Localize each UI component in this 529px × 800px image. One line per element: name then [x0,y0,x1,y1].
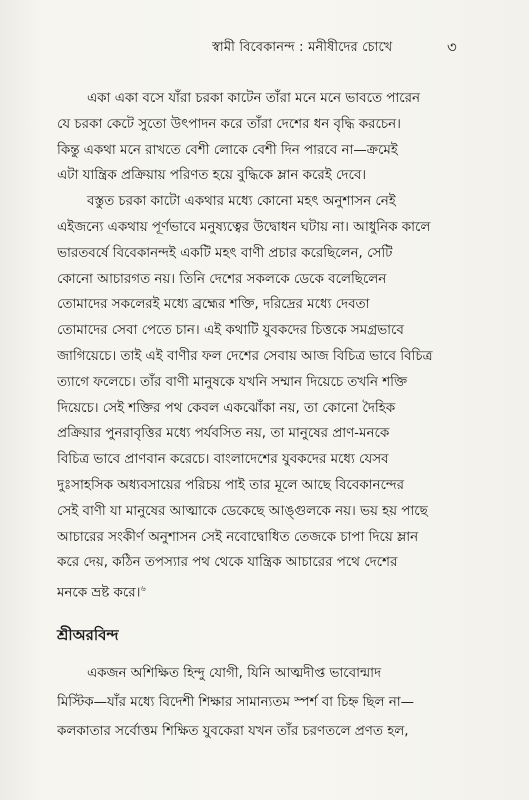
text-line: যে চরকা কেটে সুতো উৎপাদন করে তাঁরা দেশের ধন বৃদ্ধি করচেন। [57,116,401,132]
paragraph-1 [57,86,505,189]
text-line: ভারতবর্ষে বিবেকানন্দই একটি মহৎ বাণী প্রচার করেছিলেন, সেটি [57,245,393,261]
text-line: একজন অশিক্ষিত হিন্দু যোগী, যিনি আত্মদীপ্ত ভাবোন্মাদ [87,665,382,681]
text-line: এটা যান্ত্রিক প্রক্রিয়ায় পরিণত হয়ে বুদ্ধিকে ম্লান করেই দেবে। [57,168,367,184]
text-line: ত্যাগে ফলেচে। তাঁর বাণী মানুষকে যখনি সম্মান দিয়েচে তখনি শক্তি [57,374,407,390]
text-line: কলকাতার সর্বোত্তম শিক্ষিত যুবকেরা যখন তাঁর চরণতলে প্রণত হল, [57,723,409,739]
text-line: বিচিত্র ভাবে প্রাণবান করেচে। বাংলাদেশের যুবকদের মধ্যে যেসব [57,452,389,468]
text-line: প্রক্রিয়ার পুনরাবৃত্তির মধ্যে পর্যবসিত নয়, তা মানুষের প্রাণ-মনকে [57,426,390,442]
text-line: দুঃসাহসিক অধ্যবসায়ের পরিচয় পাই তার মূলে আছে বিবেকানন্দের [57,477,404,493]
text-line: দিয়েচে। সেই শক্তির পথ কেবল একঝোঁকা নয়, তা কোনো দৈহিক [57,400,396,416]
footnote-marker: ৬ [140,584,146,594]
text-line: এইজন্যে একথায় পূর্ণভাবে মনুষ্যত্বের উদ্বোধন ঘটায় না। আধুনিক কালে [57,219,431,235]
text-line: আচারের সংকীর্ণ অনুশাসন সেই নবোদ্বোধিত তেজকে চাপা দিয়ে ম্লান [57,529,419,545]
text-line: মিস্টিক—যাঁর মধ্যে বিদেশী শিক্ষার সামান্যতম স্পর্শ বা চিহ্ন ছিল না— [57,694,415,710]
running-header [0,38,529,64]
text-line-last [57,576,505,602]
section-heading: শ্রীঅরবিন্দ [57,625,119,644]
page-number: ৩ [447,38,457,56]
text-line-content: মনকে ভ্রষ্ট করে। [57,585,141,601]
text-line: করে দেয়, কঠিন তপস্যার পথ থেকে যান্ত্রিক আচারের পথে দেশের [57,555,398,571]
text-line: কোনো আচারগত নয়। তিনি দেশের সকলকে ডেকে বলেছিলেন [57,271,387,287]
paragraph-3 [57,659,505,746]
running-title: স্বামী বিবেকানন্দ : মনীষীদের চোখে [212,40,393,55]
paragraph-2 [57,189,505,602]
text-line: সেই বাণী যা মানুষের আত্মাকে ডেকেছে আঙ্গুলকে নয়। ভয় হয় পাছে [57,503,428,519]
text-line: একা একা বসে যাঁরা চরকা কাটেন তাঁরা মনে মনে ভাবতে পারেন [87,91,420,106]
text-line: বস্তুত চরকা কাটো একথার মধ্যে কোনো মহৎ অনুশাসন নেই [87,194,396,210]
text-line: তোমাদের সকলেরই মধ্যে ব্রহ্মের শক্তি, দরিদ্রের মধ্যে দেবতা [57,297,370,313]
text-line: কিন্তু একথা মনে রাখতে বেশী লোকে বেশী দিন পারবে না—ক্রমেই [57,142,398,158]
body-text [57,86,505,746]
text-line: জাগিয়েচে। তাই এই বাণীর ফল দেশের সেবায় আজ বিচিত্র ভাবে বিচিত্র [57,348,433,364]
text-line: তোমাদের সেবা পেতে চান। এই কথাটি যুবকদের চিত্তকে সমগ্রভাবে [57,323,404,339]
